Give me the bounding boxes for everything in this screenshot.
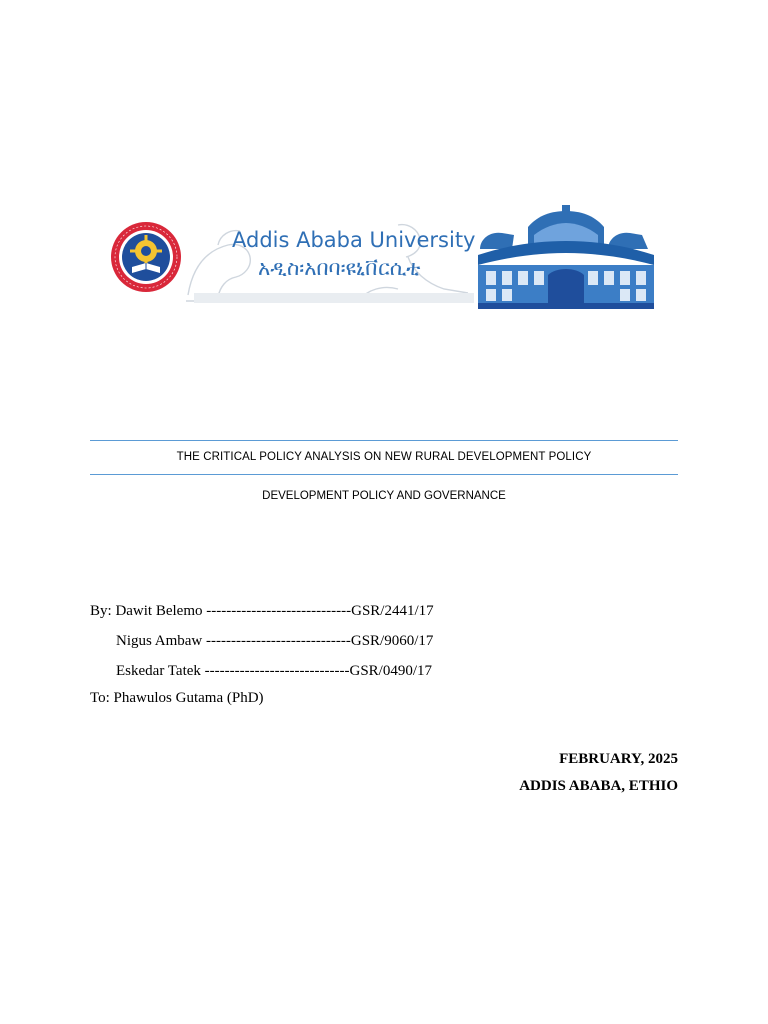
author-name: Dawit Belemo bbox=[115, 603, 203, 619]
author-id: GSR/2441/17 bbox=[351, 603, 434, 619]
author-line bbox=[90, 661, 434, 691]
author-list bbox=[90, 601, 434, 691]
author-prefix: By: bbox=[90, 603, 116, 619]
university-name-en: Addis Ababa University bbox=[232, 228, 476, 252]
university-seal-icon bbox=[111, 222, 181, 292]
recipient: To: Phawulos Gutama (PhD) bbox=[90, 690, 264, 706]
author-dashes: ----------------------------- bbox=[206, 603, 352, 619]
author-dashes: ----------------------------- bbox=[204, 663, 350, 679]
document-subtitle: DEVELOPMENT POLICY AND GOVERNANCE bbox=[262, 490, 506, 502]
title-block bbox=[90, 440, 678, 475]
submission-location: ADDIS ABABA, ETHIO bbox=[519, 778, 678, 794]
document-title: THE CRITICAL POLICY ANALYSIS ON NEW RURAL DEVELOPMENT POLICY bbox=[176, 451, 592, 463]
author-line bbox=[90, 601, 434, 631]
author-id: GSR/0490/17 bbox=[349, 663, 433, 679]
university-building-icon bbox=[478, 205, 654, 309]
author-name: Eskedar Tatek bbox=[116, 663, 201, 679]
author-dashes: ----------------------------- bbox=[206, 633, 351, 649]
author-name: Nigus Ambaw bbox=[116, 633, 203, 649]
author-line bbox=[90, 631, 434, 661]
university-name-am: አዲስ፡አበባ፡ዩኒቨርሲቲ bbox=[258, 256, 421, 280]
university-banner bbox=[108, 205, 660, 313]
date-location-block bbox=[519, 749, 678, 803]
author-id: GSR/9060/17 bbox=[350, 633, 434, 649]
bottom-rule bbox=[90, 474, 678, 475]
submission-date: FEBRUARY, 2025 bbox=[559, 751, 678, 767]
